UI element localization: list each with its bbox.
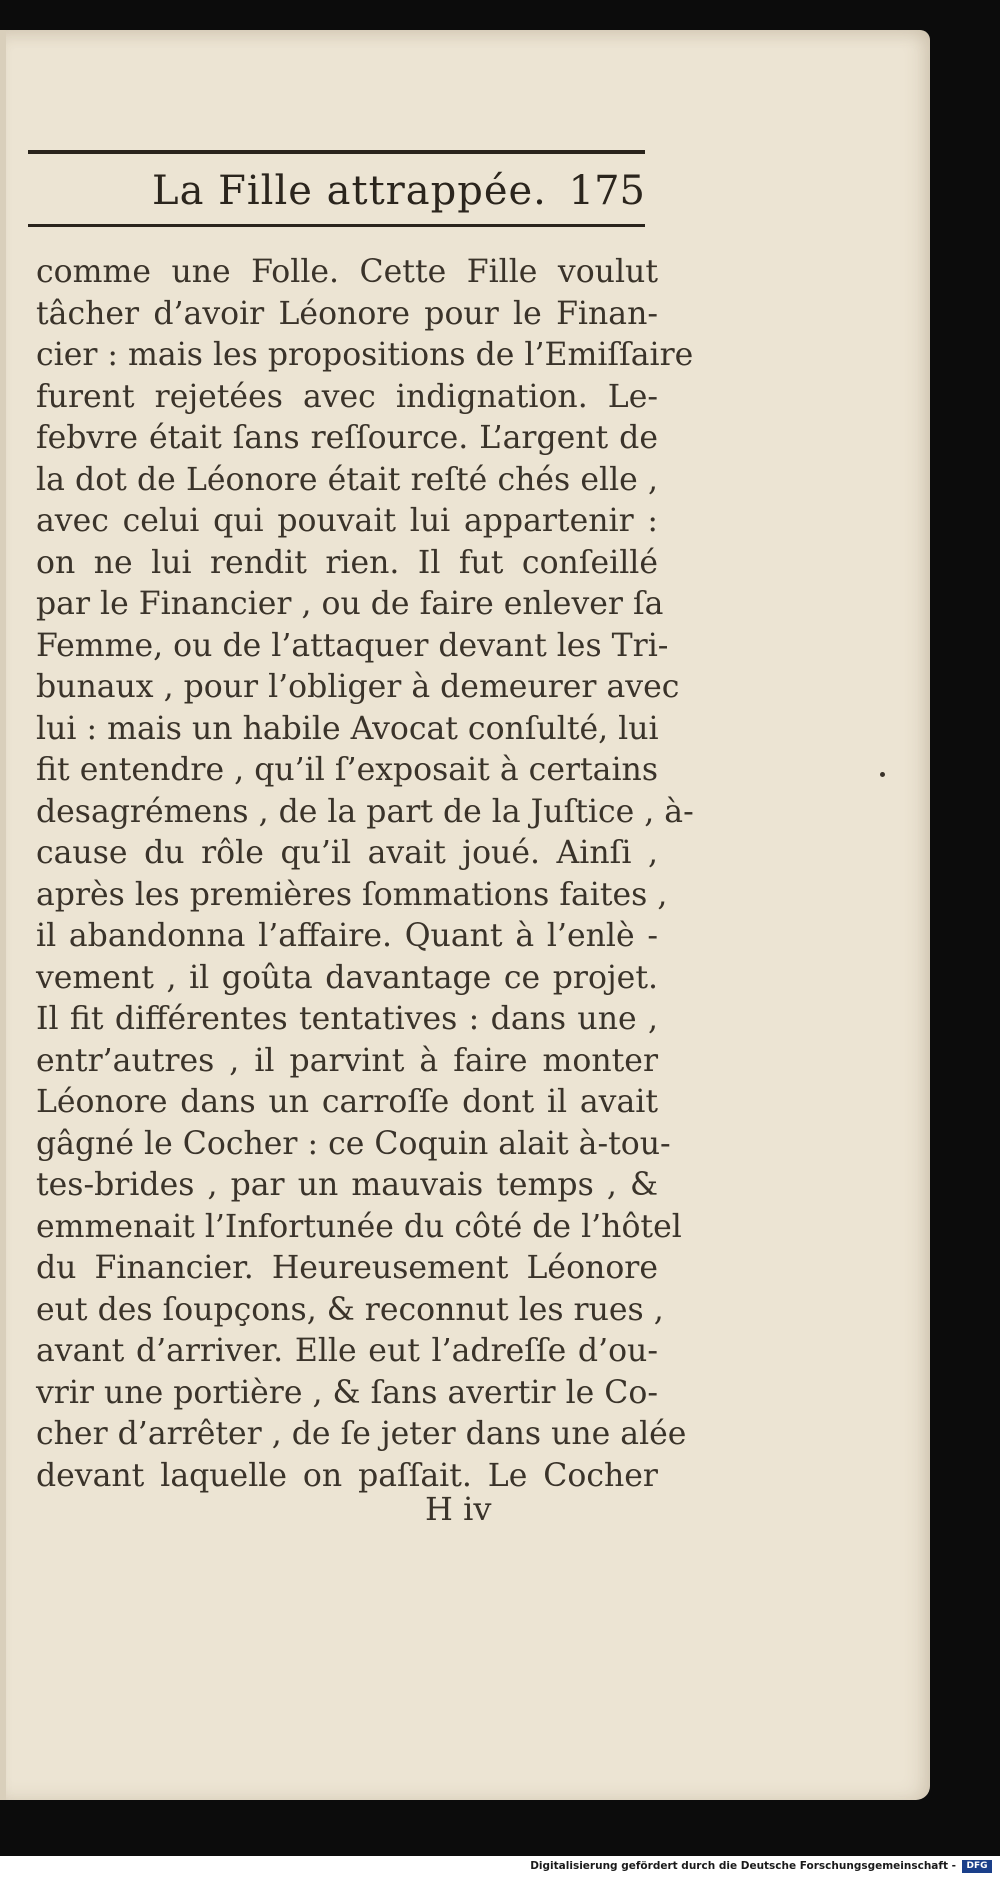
text-line: desagrémens , de la part de la Juſtice , à-	[36, 793, 694, 830]
header-rule-top	[28, 150, 645, 154]
text-line: avant d’arriver. Elle eut l’adreſſe d’ou-	[36, 1333, 658, 1369]
header-rule-bottom	[28, 224, 645, 227]
text-line: devant laquelle on paſſait. Le Cocher	[36, 1457, 658, 1494]
text-line: eut des ſoupçons, & reconnut les rues ,	[36, 1291, 664, 1328]
footer-credit: Digitalisierung gefördert durch die Deutsche Forschungsgemeinschaft -	[530, 1860, 956, 1872]
ink-speck	[880, 772, 885, 777]
text-line: Il fit différentes tentatives : dans une ,	[36, 1001, 658, 1037]
text-line: lui : mais un habile Avocat conſulté, lui	[36, 710, 659, 747]
text-line: bunaux , pour l’obliger à demeurer avec	[36, 669, 680, 705]
text-line: il abandonna l’affaire. Quant à l’enlè -	[36, 918, 658, 954]
running-title: La Fille attrappée.	[152, 168, 547, 214]
running-head	[28, 164, 645, 218]
text-line: tes-brides , par un mauvais temps , &	[36, 1167, 658, 1203]
footer-bar	[0, 1856, 1000, 1877]
text-line: cher d’arrêter , de ſe jeter dans une alée	[36, 1416, 687, 1452]
signature-mark: H iv	[425, 1490, 492, 1528]
text-line: du Financier. Heureusement Léonore	[36, 1250, 658, 1286]
text-line: vement , il goûta davantage ce projet.	[36, 959, 658, 996]
text-line: Femme, ou de l’attaquer devant les Tri-	[36, 627, 669, 664]
text-line: par le Financier , ou de faire enlever ſa	[36, 586, 664, 622]
text-line: tâcher d’avoir Léonore pour le Finan-	[36, 295, 658, 332]
text-line: entr’autres , il parvint à faire monter	[36, 1042, 658, 1079]
text-line: gâgné le Cocher : ce Coquin alait à-tou-	[36, 1125, 671, 1162]
text-line: comme une Folle. Cette Fille voulut	[36, 254, 658, 290]
text-line: après les premières ſommations faites ,	[36, 876, 668, 913]
page-number: 175	[568, 168, 645, 214]
text-line: Léonore dans un carroſſe dont il avait	[36, 1084, 658, 1120]
body-text	[36, 252, 694, 1497]
text-line: fit entendre , qu’il ſ’exposait à certains	[36, 752, 658, 788]
text-line: on ne lui rendit rien. Il fut conſeillé	[36, 544, 658, 581]
text-line: febvre était ſans reſſource. L’argent de	[36, 420, 658, 456]
page-left-edge	[0, 30, 6, 1800]
text-line: furent rejetées avec indignation. Le-	[36, 378, 658, 415]
text-line: cier : mais les propositions de l’Emiſſaire	[36, 337, 694, 373]
text-line: emmenait l’Infortunée du côté de l’hôtel	[36, 1208, 682, 1245]
dfg-logo-icon: DFG	[962, 1860, 992, 1873]
text-line: avec celui qui pouvait lui appartenir :	[36, 503, 658, 539]
text-line: cause du rôle qu’il avait joué. Ainſi ,	[36, 835, 658, 871]
text-line: la dot de Léonore était reſté chés elle ,	[36, 461, 658, 498]
text-line: vrir une portière , & ſans avertir le Co-	[36, 1374, 659, 1411]
